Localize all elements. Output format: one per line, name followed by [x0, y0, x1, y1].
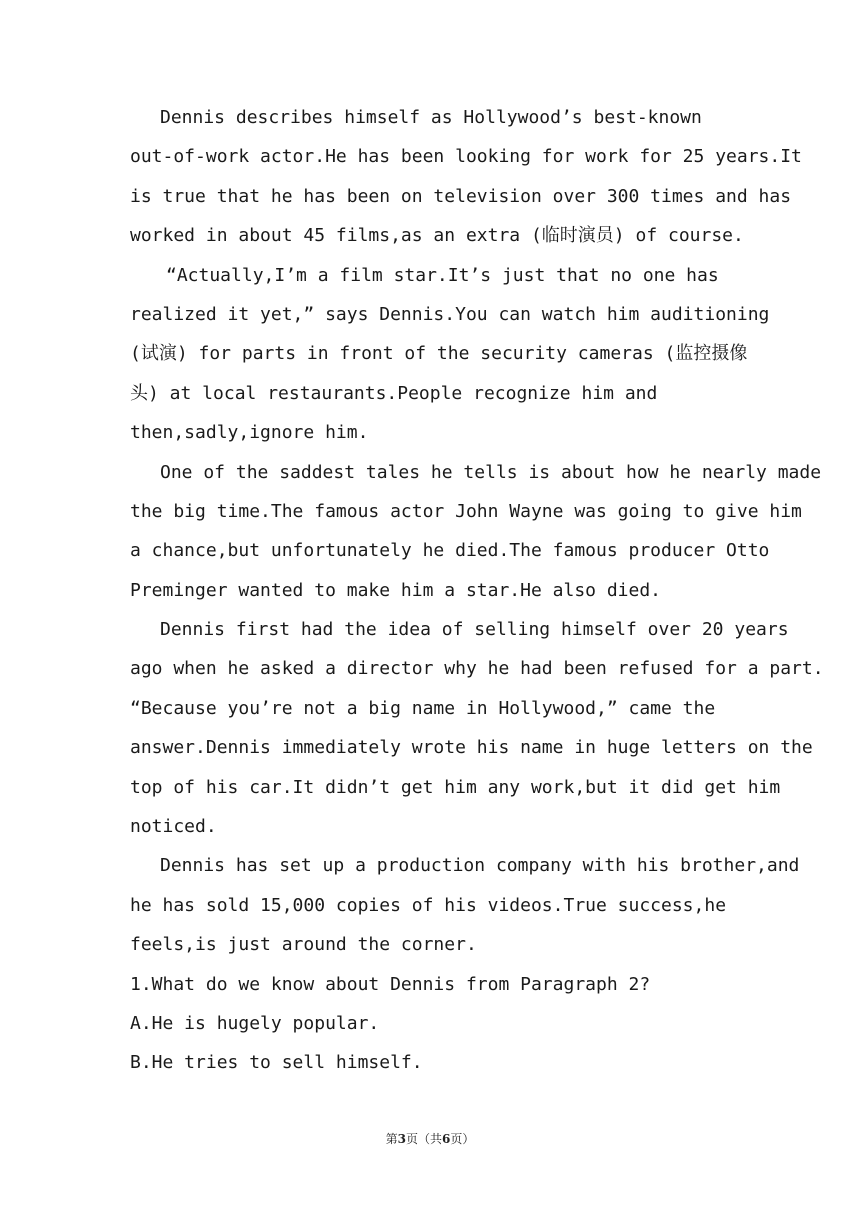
- footer-prefix: 第: [385, 1132, 398, 1146]
- question-option: B.He tries to sell himself.: [130, 1052, 423, 1074]
- paragraph: [130, 846, 800, 964]
- paragraph: [130, 453, 822, 611]
- text-line: “Actually,I’m a film star.It’s just that no one has: [166, 264, 719, 286]
- page-footer: [0, 1130, 860, 1147]
- text-line: is true that he has been on television over 300 times and has: [130, 185, 792, 207]
- footer-total-pages: 6: [442, 1132, 451, 1146]
- footer-suffix: 页）: [450, 1132, 475, 1146]
- text-line: One of the saddest tales he tells is about how he nearly made: [160, 461, 822, 483]
- text-line: realized it yet,” says Dennis.You can watch him auditioning: [130, 303, 770, 325]
- paragraph: [130, 98, 802, 256]
- text-line: Preminger wanted to make him a star.He also died.: [130, 579, 662, 601]
- footer-page-number: 3: [397, 1132, 406, 1146]
- text-line: then,sadly,ignore him.: [130, 422, 369, 444]
- text-line: top of his car.It didn’t get him any work,but it did get him: [130, 776, 781, 798]
- text-line: Dennis has set up a production company with his brother,and: [160, 855, 800, 877]
- document-body: [130, 98, 824, 1083]
- text-line: out-of-work actor.He has been looking for work for 25 years.It: [130, 146, 802, 168]
- footer-middle: 页（共: [405, 1132, 442, 1146]
- text-line: “Because you’re not a big name in Hollywood,” came the: [130, 697, 716, 719]
- text-line: 头) at local restaurants.People recognize him and: [130, 382, 658, 404]
- text-line: he has sold 15,000 copies of his videos.True success,he: [130, 894, 727, 916]
- text-line: Dennis describes himself as Hollywood’s best-known: [160, 107, 702, 128]
- text-line: noticed.: [130, 816, 217, 838]
- text-line: feels,is just around the corner.: [130, 934, 477, 956]
- question-option: A.He is hugely popular.: [130, 1012, 380, 1034]
- paragraph: [130, 256, 770, 453]
- text-line: (试演) for parts in front of the security cameras (监控摄像: [130, 343, 748, 365]
- text-line: ago when he asked a director why he had been refused for a part.: [130, 658, 824, 680]
- text-line: the big time.The famous actor John Wayne was going to give him: [130, 500, 802, 522]
- question-stem: 1.What do we know about Dennis from Paragraph 2?: [130, 973, 651, 995]
- text-line: Dennis first had the idea of selling himself over 20 years: [160, 619, 789, 641]
- question: [130, 965, 732, 1083]
- paragraph: [130, 610, 824, 846]
- text-line: answer.Dennis immediately wrote his name in huge letters on the: [130, 737, 813, 759]
- text-line: worked in about 45 films,as an extra (临时演员) of course.: [130, 225, 744, 247]
- text-line: a chance,but unfortunately he died.The famous producer Otto: [130, 540, 770, 562]
